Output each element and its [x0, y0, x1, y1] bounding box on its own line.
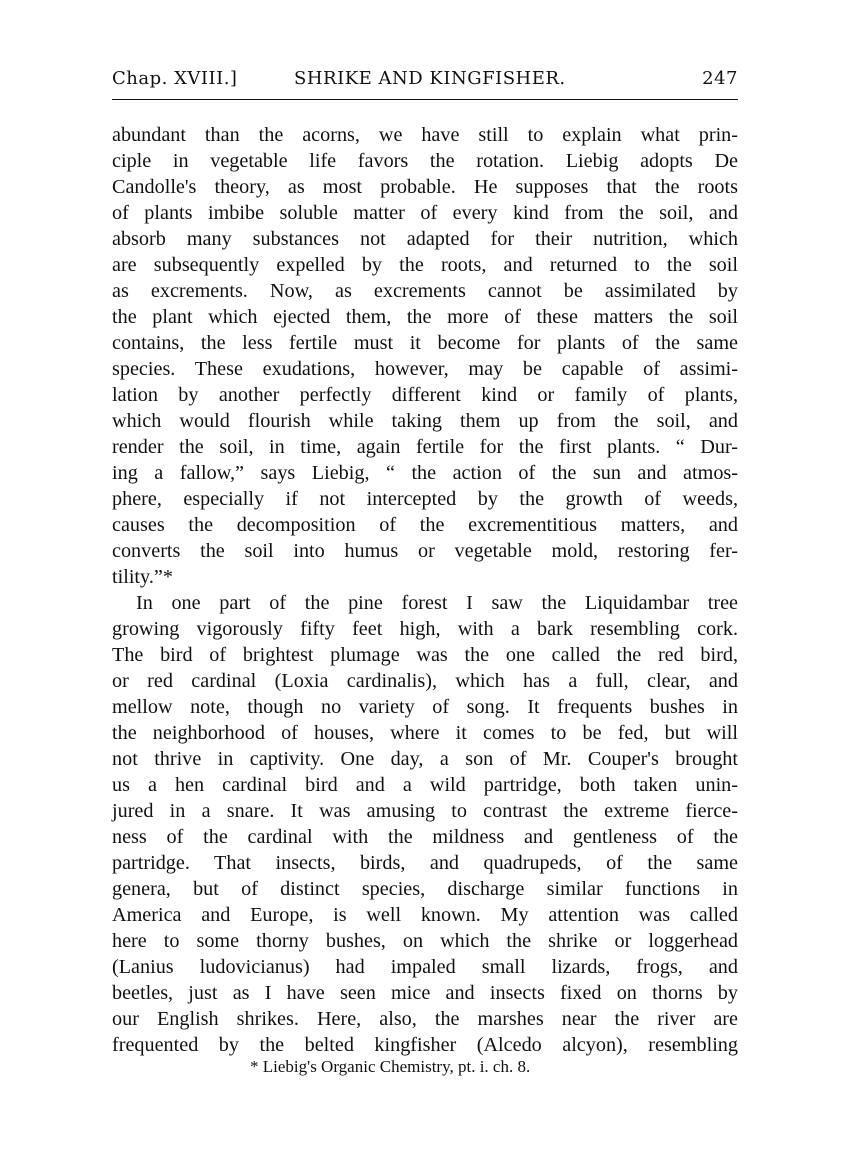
text-line: ing a fallow,” says Liebig, “ the action of the sun and atmos- [112, 462, 738, 484]
header-rule [112, 99, 738, 100]
text-line: here to some thorny bushes, on which the shrike or loggerhead [112, 930, 738, 952]
text-line: render the soil, in time, again fertile for the first plants. “ Dur- [112, 436, 738, 458]
text-line: Candolle's theory, as most probable. He supposes that the roots [112, 176, 738, 198]
text-line: us a hen cardinal bird and a wild partridge, both taken unin- [112, 774, 738, 796]
body-text [112, 122, 738, 1058]
text-line: species. These exudations, however, may be capable of assimi- [112, 358, 738, 380]
text-line: or red cardinal (Loxia cardinalis), which has a full, clear, and [112, 670, 738, 692]
text-line: converts the soil into humus or vegetable mold, restoring fer- [112, 540, 738, 562]
text-line: jured in a snare. It was amusing to contrast the extreme fierce- [112, 800, 738, 822]
running-title: SHRIKE AND KINGFISHER. [294, 68, 566, 89]
text-line: growing vigorously fifty feet high, with a bark resembling cork. [112, 618, 738, 640]
running-header [112, 68, 738, 92]
text-line: ness of the cardinal with the mildness and gentleness of the [112, 826, 738, 848]
text-line: partridge. That insects, birds, and quadrupeds, of the same [112, 852, 738, 874]
chapter-label: Chap. XVIII.] [112, 68, 238, 89]
text-line: America and Europe, is well known. My attention was called [112, 904, 738, 926]
text-line: The bird of brightest plumage was the one called the red bird, [112, 644, 738, 666]
text-line: beetles, just as I have seen mice and insects fixed on thorns by [112, 982, 738, 1004]
text-line: of plants imbibe soluble matter of every kind from the soil, and [112, 202, 738, 224]
page-number: 247 [702, 68, 738, 89]
text-line: genera, but of distinct species, discharge similar functions in [112, 878, 738, 900]
text-line: ciple in vegetable life favors the rotation. Liebig adopts De [112, 150, 738, 172]
text-line: our English shrikes. Here, also, the marshes near the river are [112, 1008, 738, 1030]
text-line: causes the decomposition of the excrementitious matters, and [112, 514, 738, 536]
text-line: as excrements. Now, as excrements cannot be assimilated by [112, 280, 738, 302]
text-line: phere, especially if not intercepted by the growth of weeds, [112, 488, 738, 510]
text-line: the plant which ejected them, the more of these matters the soil [112, 306, 738, 328]
text-line: not thrive in captivity. One day, a son of Mr. Couper's brought [112, 748, 738, 770]
text-line: In one part of the pine forest I saw the Liquidambar tree [136, 592, 738, 614]
text-line: absorb many substances not adapted for their nutrition, which [112, 228, 738, 250]
text-line: the neighborhood of houses, where it comes to be fed, but will [112, 722, 738, 744]
text-line: are subsequently expelled by the roots, and returned to the soil [112, 254, 738, 276]
text-line: mellow note, though no variety of song. It frequents bushes in [112, 696, 738, 718]
text-line: lation by another perfectly different kind or family of plants, [112, 384, 738, 406]
text-line: which would flourish while taking them up from the soil, and [112, 410, 738, 432]
text-line: tility.”* [112, 566, 173, 588]
text-line: contains, the less fertile must it become for plants of the same [112, 332, 738, 354]
text-line: abundant than the acorns, we have still to explain what prin- [112, 124, 738, 146]
footnote: * Liebig's Organic Chemistry, pt. i. ch. 8. [250, 1057, 531, 1076]
text-line: frequented by the belted kingfisher (Alcedo alcyon), resembling [112, 1034, 738, 1056]
text-line: (Lanius ludovicianus) had impaled small lizards, frogs, and [112, 956, 738, 978]
